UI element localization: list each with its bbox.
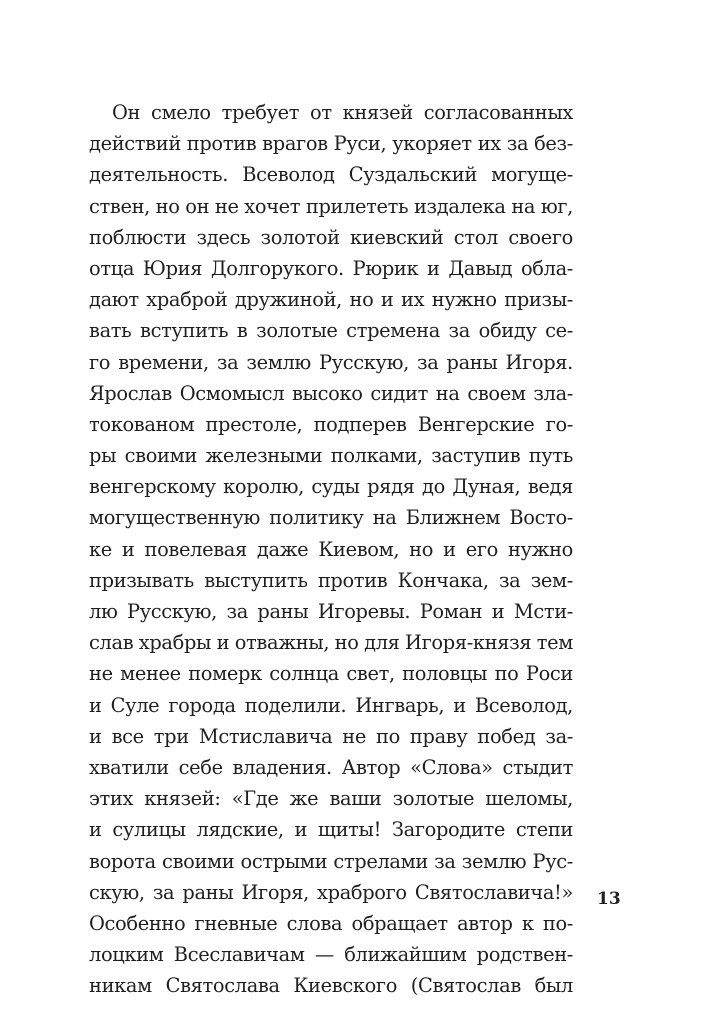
text-line: вать вступить в золотые стремена за обиду се-	[89, 319, 573, 343]
text-line: и все три Мстиславича не по праву побед за-	[89, 724, 573, 748]
text-line: ке и повелевая даже Киевом, но и его нужно	[89, 537, 573, 561]
text-line: Он смело требует от князей согласованных	[112, 101, 573, 124]
text-line: дают храброй дружиной, но и их нужно призы-	[89, 288, 573, 312]
text-line: деятельность. Всеволод Суздальский могущe-	[89, 163, 573, 187]
text-line: токованом престоле, подперев Венгерские го-	[89, 412, 573, 436]
text-line: ворота своими острыми стрелами за землю Рус-	[89, 849, 573, 873]
text-line: ры своими железными полками, заступив путь	[89, 444, 573, 468]
text-line: слав храбры и отважны, но для Игоря-князя тем	[89, 631, 573, 655]
text-line: ствен, но он не хочет прилететь издалека на юг,	[89, 194, 573, 218]
text-line: лоцким Всеславичам — ближайшим родствен-	[89, 943, 573, 967]
text-line: не менее померк солнца свет, половцы по Роси	[89, 662, 573, 686]
text-line: венгерскому королю, суды рядя до Дуная, ведя	[89, 475, 573, 499]
text-line: и Суле города поделили. Ингварь, и Всеволод,	[89, 693, 573, 717]
text-line: хватили себе владения. Автор «Слова» стыдит	[89, 755, 573, 779]
text-line: поблюсти здесь золотой киевский стол своего	[89, 225, 573, 249]
text-line: отца Юрия Долгорукого. Рюрик и Давыд обла-	[89, 256, 573, 280]
body-text	[89, 97, 573, 1001]
text-line: го времени, за землю Русскую, за раны Игоря.	[89, 350, 573, 374]
text-line: скую, за раны Игоря, храброго Святославича!»	[89, 880, 573, 904]
text-line: и сулицы лядские, и щиты! Загородите степи	[89, 818, 573, 842]
text-line: действий против врагов Руси, укоряет их за без-	[89, 132, 573, 156]
text-line: могущественную политику на Ближнем Восто-	[89, 506, 573, 530]
text-line: лю Русскую, за раны Игоревы. Роман и Мсти-	[89, 600, 573, 623]
text-line: никам Святослава Киевского (Святослав был	[89, 974, 573, 998]
page-number: 13	[597, 889, 621, 909]
text-line: Особенно гневные слова обращает автор к по-	[89, 911, 573, 935]
text-line: этих князей: «Где же ваши золотые шеломы,	[89, 787, 573, 811]
text-line: призывать выступить против Кончака, за зем-	[89, 568, 573, 592]
text-line: Ярослав Осмомысл высоко сидит на своем зла-	[89, 381, 573, 405]
